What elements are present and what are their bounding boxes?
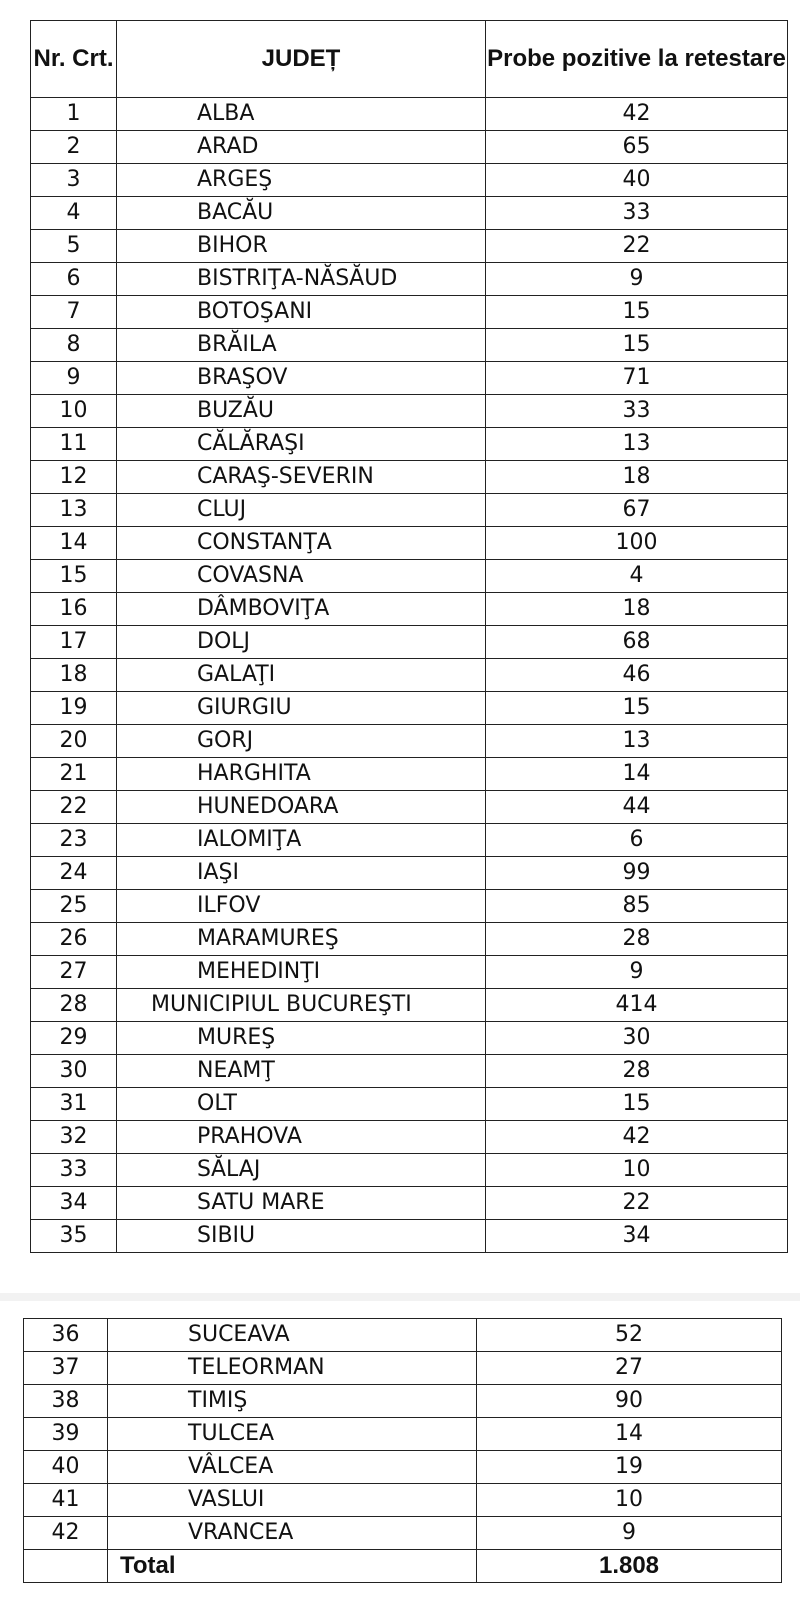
county-name: MUREŞ xyxy=(117,1022,486,1055)
positive-retest-count: 90 xyxy=(477,1385,782,1418)
table-row xyxy=(31,560,788,593)
positive-retest-count: 22 xyxy=(486,230,788,263)
positive-retest-count: 33 xyxy=(486,197,788,230)
row-number: 5 xyxy=(31,230,117,263)
county-name: BUZĂU xyxy=(117,395,486,428)
table-row xyxy=(31,296,788,329)
row-number: 4 xyxy=(31,197,117,230)
positive-retest-count: 100 xyxy=(486,527,788,560)
county-name: MUNICIPIUL BUCUREŞTI xyxy=(117,989,486,1022)
county-name: ILFOV xyxy=(117,890,486,923)
table-row xyxy=(31,197,788,230)
table-row xyxy=(24,1484,782,1517)
row-number: 27 xyxy=(31,956,117,989)
table-row xyxy=(24,1352,782,1385)
county-name: DOLJ xyxy=(117,626,486,659)
table-row xyxy=(24,1451,782,1484)
county-name: TELEORMAN xyxy=(108,1352,477,1385)
table-row xyxy=(31,824,788,857)
row-number: 20 xyxy=(31,725,117,758)
row-number: 39 xyxy=(24,1418,108,1451)
row-number: 24 xyxy=(31,857,117,890)
county-name: VASLUI xyxy=(108,1484,477,1517)
table-row xyxy=(31,428,788,461)
row-number: 42 xyxy=(24,1517,108,1550)
positive-retest-count: 65 xyxy=(486,131,788,164)
row-number: 34 xyxy=(31,1187,117,1220)
row-number: 36 xyxy=(24,1319,108,1352)
county-name: BRĂILA xyxy=(117,329,486,362)
county-name: CONSTANŢA xyxy=(117,527,486,560)
row-number: 8 xyxy=(31,329,117,362)
row-number: 15 xyxy=(31,560,117,593)
row-number: 21 xyxy=(31,758,117,791)
county-name: BOTOŞANI xyxy=(117,296,486,329)
row-number: 17 xyxy=(31,626,117,659)
row-number: 14 xyxy=(31,527,117,560)
positive-retest-count: 22 xyxy=(486,1187,788,1220)
table-body-part-2 xyxy=(24,1319,782,1550)
county-name: VÂLCEA xyxy=(108,1451,477,1484)
county-name: SĂLAJ xyxy=(117,1154,486,1187)
total-label: Total xyxy=(108,1550,477,1583)
row-number: 33 xyxy=(31,1154,117,1187)
county-name: ALBA xyxy=(117,98,486,131)
positive-retest-count: 9 xyxy=(477,1517,782,1550)
county-name: ARGEŞ xyxy=(117,164,486,197)
table-row xyxy=(31,593,788,626)
county-name: VRANCEA xyxy=(108,1517,477,1550)
county-name: TULCEA xyxy=(108,1418,477,1451)
row-number: 37 xyxy=(24,1352,108,1385)
positive-retest-count: 30 xyxy=(486,1022,788,1055)
row-number: 28 xyxy=(31,989,117,1022)
positive-retest-count: 68 xyxy=(486,626,788,659)
positive-retest-count: 52 xyxy=(477,1319,782,1352)
positive-retest-count: 19 xyxy=(477,1451,782,1484)
row-number: 3 xyxy=(31,164,117,197)
table-row xyxy=(31,527,788,560)
county-name: GORJ xyxy=(117,725,486,758)
table-row xyxy=(31,329,788,362)
row-number: 38 xyxy=(24,1385,108,1418)
table-row xyxy=(31,923,788,956)
county-name: NEAMŢ xyxy=(117,1055,486,1088)
positive-retest-count: 71 xyxy=(486,362,788,395)
header-judet: JUDEȚ xyxy=(117,21,486,98)
table-row xyxy=(31,1055,788,1088)
table-row xyxy=(31,725,788,758)
county-name: CĂLĂRAŞI xyxy=(117,428,486,461)
county-name: BACĂU xyxy=(117,197,486,230)
county-name: ARAD xyxy=(117,131,486,164)
positive-retest-count: 27 xyxy=(477,1352,782,1385)
positive-retest-count: 18 xyxy=(486,593,788,626)
county-name: GIURGIU xyxy=(117,692,486,725)
row-number: 23 xyxy=(31,824,117,857)
county-name: TIMIŞ xyxy=(108,1385,477,1418)
county-table-part-2 xyxy=(23,1318,782,1583)
positive-retest-count: 9 xyxy=(486,263,788,296)
table-row xyxy=(31,131,788,164)
positive-retest-count: 46 xyxy=(486,659,788,692)
table-row xyxy=(24,1319,782,1352)
county-name: GALAŢI xyxy=(117,659,486,692)
positive-retest-count: 14 xyxy=(477,1418,782,1451)
positive-retest-count: 15 xyxy=(486,296,788,329)
row-number: 40 xyxy=(24,1451,108,1484)
positive-retest-count: 9 xyxy=(486,956,788,989)
county-table-part-1 xyxy=(30,20,788,1253)
county-name: HARGHITA xyxy=(117,758,486,791)
table-row xyxy=(24,1517,782,1550)
county-name: BRAŞOV xyxy=(117,362,486,395)
table-row xyxy=(31,626,788,659)
table-row xyxy=(31,1022,788,1055)
header-probe-pozitive: Probe pozitive la retestare xyxy=(486,21,788,98)
county-name: COVASNA xyxy=(117,560,486,593)
total-row xyxy=(24,1550,782,1583)
row-number: 10 xyxy=(31,395,117,428)
table-row xyxy=(31,890,788,923)
row-number: 16 xyxy=(31,593,117,626)
page-break-separator xyxy=(0,1293,800,1301)
row-number: 11 xyxy=(31,428,117,461)
table-header-row xyxy=(31,21,788,98)
table-row xyxy=(31,230,788,263)
table-row xyxy=(31,989,788,1022)
county-name: DÂMBOVIŢA xyxy=(117,593,486,626)
county-name: CARAŞ-SEVERIN xyxy=(117,461,486,494)
positive-retest-count: 18 xyxy=(486,461,788,494)
county-name: HUNEDOARA xyxy=(117,791,486,824)
positive-retest-count: 99 xyxy=(486,857,788,890)
county-name: SUCEAVA xyxy=(108,1319,477,1352)
table-row xyxy=(31,494,788,527)
row-number: 26 xyxy=(31,923,117,956)
row-number: 1 xyxy=(31,98,117,131)
county-name: BISTRIŢA-NĂSĂUD xyxy=(117,263,486,296)
positive-retest-count: 28 xyxy=(486,1055,788,1088)
row-number: 18 xyxy=(31,659,117,692)
table-row xyxy=(31,956,788,989)
positive-retest-count: 6 xyxy=(486,824,788,857)
county-name: IAŞI xyxy=(117,857,486,890)
county-name: IALOMIŢA xyxy=(117,824,486,857)
positive-retest-count: 44 xyxy=(486,791,788,824)
positive-retest-count: 10 xyxy=(486,1154,788,1187)
county-name: SATU MARE xyxy=(117,1187,486,1220)
row-number: 9 xyxy=(31,362,117,395)
positive-retest-count: 13 xyxy=(486,428,788,461)
table-row xyxy=(31,164,788,197)
table-row xyxy=(31,395,788,428)
table-row xyxy=(31,1121,788,1154)
table-row xyxy=(31,659,788,692)
positive-retest-count: 40 xyxy=(486,164,788,197)
table-row xyxy=(24,1385,782,1418)
table-row xyxy=(24,1418,782,1451)
positive-retest-count: 15 xyxy=(486,692,788,725)
table-row xyxy=(31,1220,788,1253)
row-number: 12 xyxy=(31,461,117,494)
positive-retest-count: 42 xyxy=(486,1121,788,1154)
positive-retest-count: 34 xyxy=(486,1220,788,1253)
row-number: 35 xyxy=(31,1220,117,1253)
table-row xyxy=(31,1187,788,1220)
total-empty-cell xyxy=(24,1550,108,1583)
positive-retest-count: 67 xyxy=(486,494,788,527)
county-name: BIHOR xyxy=(117,230,486,263)
positive-retest-count: 85 xyxy=(486,890,788,923)
table-row xyxy=(31,362,788,395)
county-name: SIBIU xyxy=(117,1220,486,1253)
row-number: 22 xyxy=(31,791,117,824)
row-number: 7 xyxy=(31,296,117,329)
row-number: 25 xyxy=(31,890,117,923)
positive-retest-count: 14 xyxy=(486,758,788,791)
county-name: MARAMUREŞ xyxy=(117,923,486,956)
table-row xyxy=(31,758,788,791)
positive-retest-count: 28 xyxy=(486,923,788,956)
positive-retest-count: 42 xyxy=(486,98,788,131)
table-row xyxy=(31,692,788,725)
positive-retest-count: 10 xyxy=(477,1484,782,1517)
header-nr-crt: Nr. Crt. xyxy=(31,21,117,98)
row-number: 19 xyxy=(31,692,117,725)
positive-retest-count: 15 xyxy=(486,329,788,362)
table-row xyxy=(31,461,788,494)
table-row xyxy=(31,98,788,131)
positive-retest-count: 15 xyxy=(486,1088,788,1121)
table-row xyxy=(31,791,788,824)
table-row xyxy=(31,857,788,890)
county-name: OLT xyxy=(117,1088,486,1121)
positive-retest-count: 414 xyxy=(486,989,788,1022)
table-row xyxy=(31,263,788,296)
row-number: 30 xyxy=(31,1055,117,1088)
positive-retest-count: 33 xyxy=(486,395,788,428)
row-number: 29 xyxy=(31,1022,117,1055)
table-body-part-1 xyxy=(31,98,788,1253)
county-name: CLUJ xyxy=(117,494,486,527)
table-row xyxy=(31,1154,788,1187)
county-name: PRAHOVA xyxy=(117,1121,486,1154)
row-number: 41 xyxy=(24,1484,108,1517)
total-value: 1.808 xyxy=(477,1550,782,1583)
row-number: 2 xyxy=(31,131,117,164)
row-number: 31 xyxy=(31,1088,117,1121)
row-number: 32 xyxy=(31,1121,117,1154)
positive-retest-count: 13 xyxy=(486,725,788,758)
county-name: MEHEDINŢI xyxy=(117,956,486,989)
positive-retest-count: 4 xyxy=(486,560,788,593)
row-number: 6 xyxy=(31,263,117,296)
table-row xyxy=(31,1088,788,1121)
row-number: 13 xyxy=(31,494,117,527)
